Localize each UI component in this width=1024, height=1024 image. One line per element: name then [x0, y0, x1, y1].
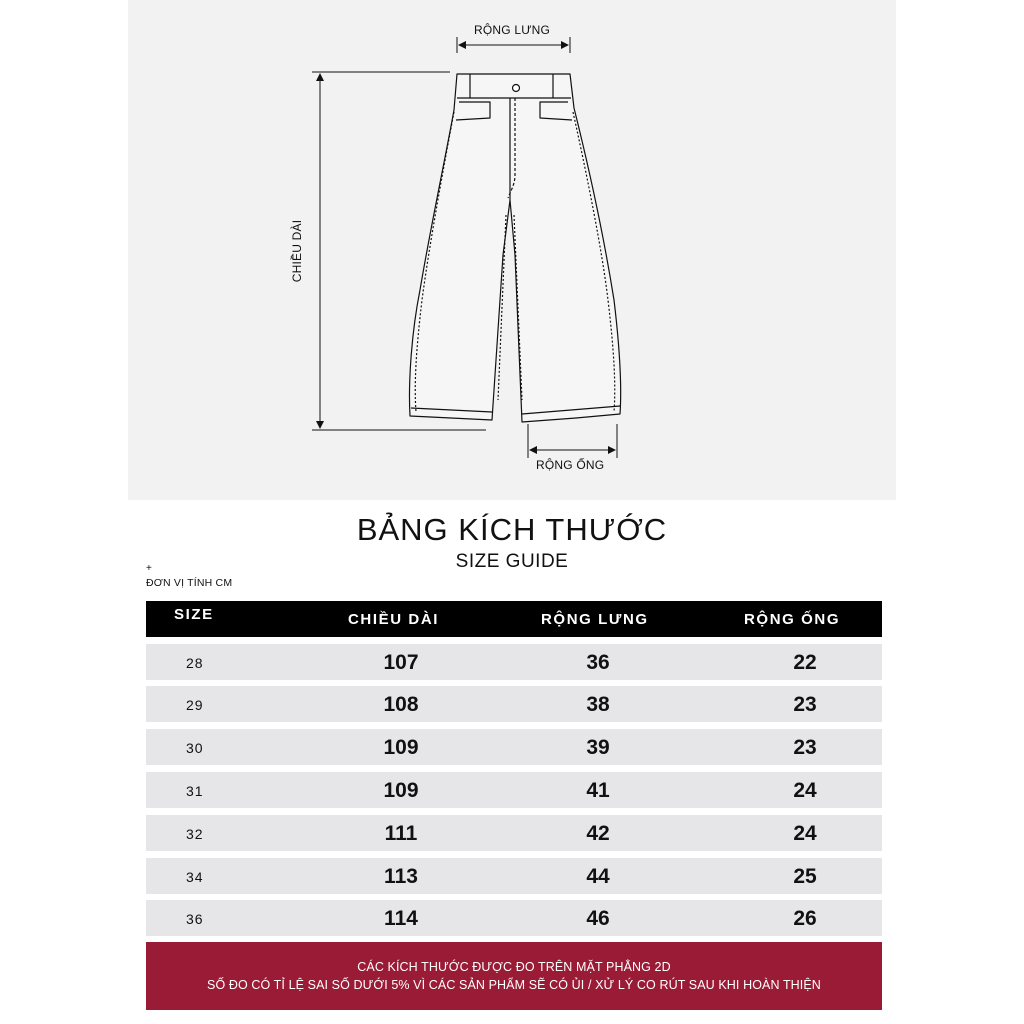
note-banner [146, 942, 882, 1010]
cell-hem: 24 [793, 779, 817, 802]
header-waist: RỘNG LƯNG [541, 611, 649, 628]
cell-waist: 39 [586, 736, 610, 759]
cell-size: 31 [186, 783, 204, 799]
table-row [146, 858, 882, 894]
cell-length: 107 [383, 651, 419, 674]
table-header [146, 601, 882, 637]
cell-length: 109 [383, 736, 419, 759]
pants-diagram [0, 0, 1024, 500]
note-line-2: SỐ ĐO CÓ TỈ LỆ SAI SỐ DƯỚI 5% VÌ CÁC SẢN PHẨM SẼ CÓ ỦI / XỬ LÝ CO RÚT SAU KHI HOÀN THIỆN [207, 978, 821, 992]
table-row [146, 815, 882, 851]
cell-length: 111 [384, 822, 418, 845]
plus-icon: + [146, 563, 152, 574]
hem-dimension [528, 424, 617, 458]
cell-size: 36 [186, 911, 204, 927]
cell-waist: 44 [586, 865, 610, 888]
cell-waist: 41 [586, 779, 610, 802]
cell-hem: 23 [793, 693, 817, 716]
cell-hem: 25 [793, 865, 817, 888]
header-size: SIZE [174, 606, 214, 623]
cell-waist: 38 [586, 693, 610, 716]
wide-leg-pants-icon [409, 74, 620, 422]
cell-length: 113 [384, 865, 418, 888]
cell-size: 32 [186, 826, 204, 842]
cell-length: 108 [383, 693, 419, 716]
table-row [146, 900, 882, 936]
table-row [146, 729, 882, 765]
note-line-1: CÁC KÍCH THƯỚC ĐƯỢC ĐO TRÊN MẶT PHẲNG 2D [357, 960, 671, 974]
page-title: BẢNG KÍCH THƯỚC [356, 512, 668, 547]
table-row [146, 772, 882, 808]
cell-size: 28 [186, 655, 204, 671]
cell-hem: 24 [793, 822, 817, 845]
header-hem: RỘNG ỐNG [744, 611, 841, 628]
cell-hem: 22 [793, 651, 817, 674]
cell-waist: 36 [586, 651, 610, 674]
cell-waist: 42 [586, 822, 610, 845]
header-length: CHIỀU DÀI [348, 611, 440, 628]
cell-waist: 46 [586, 907, 610, 930]
table-row [146, 686, 882, 722]
table-row [146, 644, 882, 680]
waist-dimension [457, 37, 570, 53]
page-subtitle: SIZE GUIDE [455, 551, 569, 572]
cell-size: 34 [186, 869, 204, 885]
cell-size: 29 [186, 697, 204, 713]
cell-size: 30 [186, 740, 204, 756]
cell-length: 114 [384, 907, 418, 930]
cell-length: 109 [383, 779, 419, 802]
waist-label: RỘNG LƯNG [474, 23, 551, 37]
cell-hem: 26 [793, 907, 817, 930]
length-label: CHIỀU DÀI [290, 219, 304, 283]
unit-label: ĐƠN VỊ TÍNH CM [146, 577, 233, 589]
hem-label: RỘNG ỐNG [536, 458, 605, 472]
cell-hem: 23 [793, 736, 817, 759]
